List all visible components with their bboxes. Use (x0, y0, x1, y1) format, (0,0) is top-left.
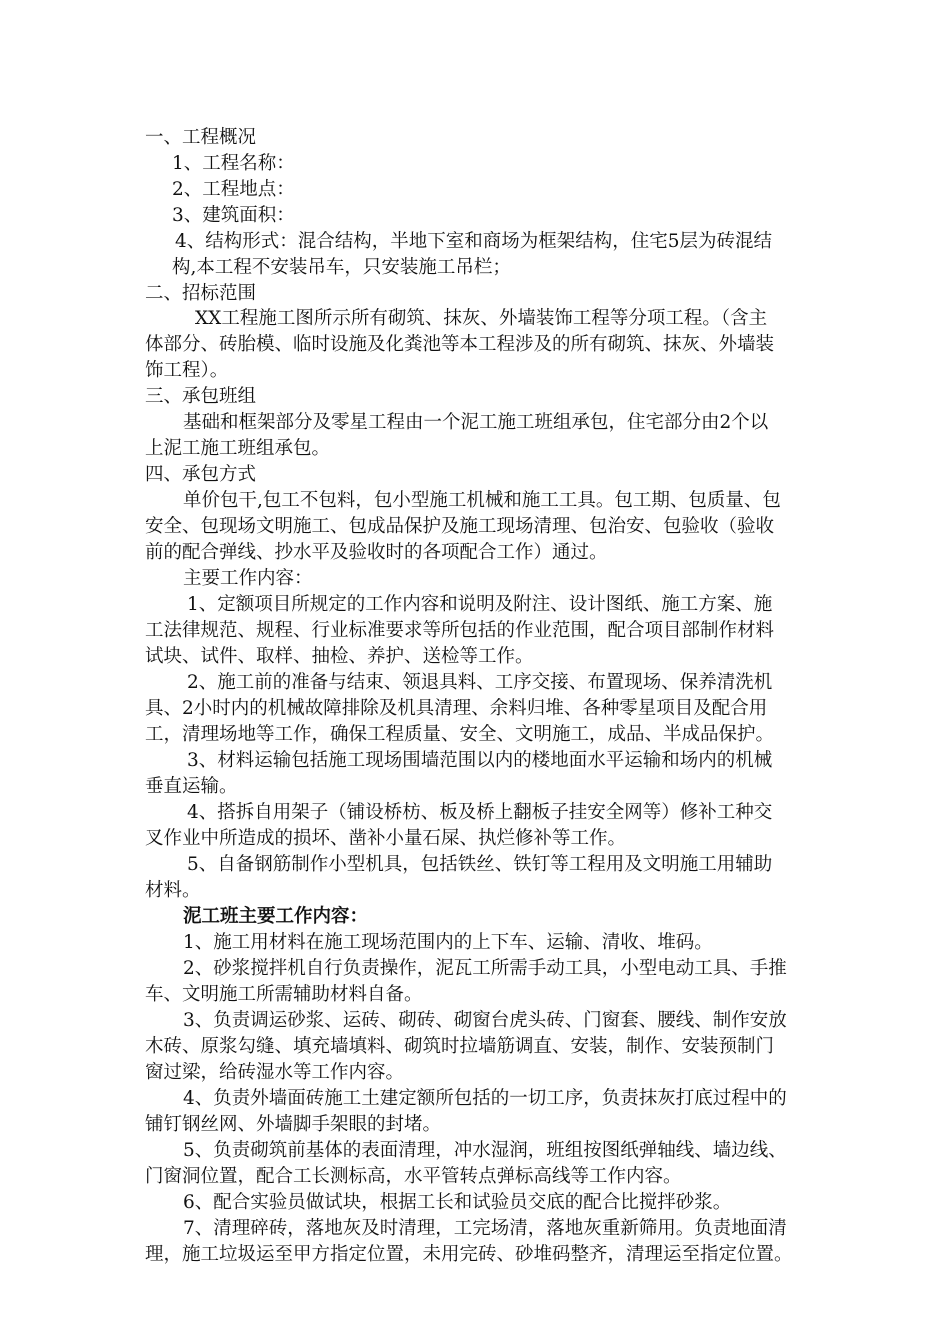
bid-scope-paragraph: XX工程施工图所示所有砌筑、抹灰、外墙装饰工程等分项工程。（含主 (195, 308, 768, 329)
masonry-item-7-cont: 理，施工垃圾运至甲方指定位置，未用完砖、砂堆码整齐，清理运至指定位置。 (145, 1244, 793, 1265)
structure-type-line-cont: 构,本工程不安装吊车，只安装施工吊栏； (172, 257, 511, 278)
work-item-1-cont: 工法律规范、规程、行业标准要求等所包括的作业范围，配合项目部制作材料 (145, 620, 775, 641)
work-item-5-cont: 材料。 (145, 880, 201, 901)
section-heading-team: 三、承包班组 (145, 386, 257, 407)
contract-mode-paragraph: 单价包干,包工不包料，包小型施工机械和施工工具。包工期、包质量、包 (183, 490, 781, 511)
masonry-item-6: 6、配合实验员做试块，根据工长和试验员交底的配合比搅拌砂浆。 (183, 1192, 732, 1213)
work-item-4: 4、搭拆自用架子（铺设桥枋、板及桥上翻板子挂安全网等）修补工种交 (187, 802, 773, 823)
masonry-item-3-cont: 木砖、原浆勾缝、填充墙填料、砌筑时拉墙筋调直、安装，制作、安装预制门 (145, 1036, 775, 1057)
work-item-3: 3、材料运输包括施工现场围墙范围以内的楼地面水平运输和场内的机械 (187, 750, 773, 771)
work-item-1: 1、定额项目所规定的工作内容和说明及附注、设计图纸、施工方案、施 (187, 594, 773, 615)
masonry-item-5: 5、负责砌筑前基体的表面清理，冲水湿润，班组按图纸弹轴线、墙边线、 (183, 1140, 787, 1161)
bid-scope-paragraph-end: 饰工程）。 (145, 360, 229, 381)
masonry-item-2-cont: 车、文明施工所需辅助材料自备。 (145, 984, 423, 1005)
project-name-line: 1、工程名称： (172, 153, 295, 174)
masonry-item-4-cont: 铺钉钢丝网、外墙脚手架眼的封堵。 (145, 1114, 442, 1135)
work-item-2-cont: 具、2小时内的机械故障排除及机具清理、余料归堆、各种零星项目及配合用 (145, 698, 768, 719)
main-work-heading: 主要工作内容： (183, 568, 313, 589)
section-heading-overview: 一、工程概况 (145, 127, 257, 148)
contract-mode-paragraph-end: 前的配合弹线、抄水平及验收时的各项配合工作）通过。 (145, 542, 608, 563)
masonry-team-heading: 泥工班主要工作内容： (183, 906, 369, 927)
structure-type-line: 4、结构形式：混合结构，半地下室和商场为框架结构，住宅5层为砖混结 (175, 231, 773, 252)
contract-mode-paragraph-cont: 安全、包现场文明施工、包成品保护及施工现场清理、包治安、包验收（验收 (145, 516, 775, 537)
section-heading-contract-mode: 四、承包方式 (145, 464, 257, 485)
masonry-item-3-end: 窗过梁，给砖湿水等工作内容。 (145, 1062, 405, 1083)
team-paragraph: 基础和框架部分及零星工程由一个泥工施工班组承包，住宅部分由2个以 (183, 412, 769, 433)
team-paragraph-cont: 上泥工施工班组承包。 (145, 438, 331, 459)
masonry-item-5-cont: 门窗洞位置，配合工长测标高，水平管转点弹标高线等工作内容。 (145, 1166, 682, 1187)
work-item-2-end: 工，清理场地等工作，确保工程质量、安全、文明施工，成品、半成品保护。 (145, 724, 775, 745)
work-item-1-end: 试块、试件、取样、抽检、养护、送检等工作。 (145, 646, 534, 667)
masonry-item-2: 2、砂浆搅拌机自行负责操作，泥瓦工所需手动工具，小型电动工具、手推 (183, 958, 787, 979)
masonry-item-7: 7、清理碎砖，落地灰及时清理，工完场清，落地灰重新筛用。负责地面清 (183, 1218, 787, 1239)
work-item-4-cont: 叉作业中所造成的损坏、凿补小量石屎、执烂修补等工作。 (145, 828, 627, 849)
work-item-5: 5、自备钢筋制作小型机具，包括铁丝、铁钉等工程用及文明施工用辅助 (187, 854, 773, 875)
building-area-line: 3、建筑面积： (172, 205, 295, 226)
bid-scope-paragraph-cont: 体部分、砖胎模、临时设施及化粪池等本工程涉及的所有砌筑、抹灰、外墙装 (145, 334, 775, 355)
masonry-item-1: 1、施工用材料在施工现场范围内的上下车、运输、清收、堆码。 (183, 932, 713, 953)
work-item-3-cont: 垂直运输。 (145, 776, 238, 797)
masonry-item-3: 3、负责调运砂浆、运砖、砌砖、砌窗台虎头砖、门窗套、腰线、制作安放 (183, 1010, 787, 1031)
project-location-line: 2、工程地点： (172, 179, 295, 200)
section-heading-bid-scope: 二、招标范围 (145, 283, 257, 304)
masonry-item-4: 4、负责外墙面砖施工土建定额所包括的一切工序，负责抹灰打底过程中的 (183, 1088, 787, 1109)
work-item-2: 2、施工前的准备与结束、领退具料、工序交接、布置现场、保养清洗机 (187, 672, 773, 693)
